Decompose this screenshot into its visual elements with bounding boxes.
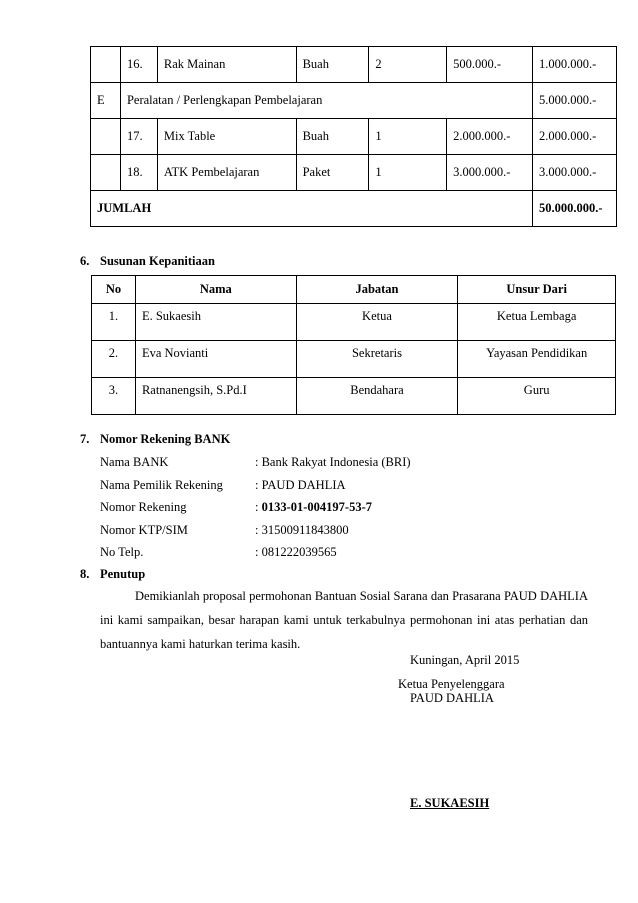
bank-field-label: No Telp. <box>100 545 144 559</box>
committee-nama: E. Sukaesih <box>135 304 296 341</box>
bank-field-label: Nomor Rekening <box>100 500 187 514</box>
committee-header-row <box>92 276 616 304</box>
item-qty: 1 <box>369 119 447 155</box>
signatory-role: Ketua Penyelenggara <box>398 677 505 691</box>
place-date: Kuningan, April 2015 <box>410 653 520 667</box>
committee-table <box>91 275 616 415</box>
item-name: ATK Pembelajaran <box>157 155 296 191</box>
header-jabatan: Jabatan <box>296 276 458 304</box>
item-unit: Paket <box>296 155 369 191</box>
committee-unsur: Ketua Lembaga <box>458 304 616 341</box>
category-code: E <box>91 83 121 119</box>
bank-field-ktp <box>100 523 349 538</box>
item-number: 17. <box>120 119 157 155</box>
item-row <box>91 155 617 191</box>
signatory-name: E. SUKAESIH <box>410 796 490 810</box>
budget-items-table <box>90 46 617 227</box>
committee-jabatan: Sekretaris <box>296 341 458 378</box>
item-number: 16. <box>120 47 157 83</box>
section-8-number: 8. <box>80 567 90 581</box>
section-6-title: Susunan Kepanitiaan <box>100 254 215 268</box>
bank-field-label: Nomor KTP/SIM <box>100 523 188 537</box>
committee-no: 3. <box>92 378 136 415</box>
bank-field-value: : Bank Rakyat Indonesia (BRI) <box>255 455 411 469</box>
item-total: 3.000.000.- <box>533 155 617 191</box>
category-total: 5.000.000.- <box>533 83 617 119</box>
committee-jabatan: Ketua <box>296 304 458 341</box>
section-6-number: 6. <box>80 254 90 268</box>
bank-field-phone <box>100 545 337 560</box>
committee-nama: Ratnanengsih, S.Pd.I <box>135 378 296 415</box>
item-total: 2.000.000.- <box>533 119 617 155</box>
committee-row <box>92 304 616 341</box>
committee-jabatan: Bendahara <box>296 378 458 415</box>
section-7-title: Nomor Rekening BANK <box>100 432 231 446</box>
bank-field-label: Nama Pemilik Rekening <box>100 478 223 492</box>
bank-field-value: 0133-01-004197-53-7 <box>261 500 373 514</box>
signatory-org: PAUD DAHLIA <box>410 691 494 705</box>
bank-field-value: : 31500911843800 <box>255 523 349 537</box>
section-7-number: 7. <box>80 432 90 446</box>
item-name: Mix Table <box>157 119 296 155</box>
jumlah-total: 50.000.000.- <box>533 191 617 227</box>
section-8-heading <box>80 567 145 582</box>
header-no: No <box>92 276 136 304</box>
item-price: 500.000.- <box>447 47 533 83</box>
item-row <box>91 119 617 155</box>
item-category-cell <box>91 47 121 83</box>
category-name: Peralatan / Perlengkapan Pembelajaran <box>120 83 532 119</box>
section-8-title: Penutup <box>100 567 146 581</box>
jumlah-row <box>91 191 617 227</box>
item-unit: Buah <box>296 119 369 155</box>
item-qty: 1 <box>369 155 447 191</box>
bank-field-value: : PAUD DAHLIA <box>255 478 346 492</box>
committee-no: 2. <box>92 341 136 378</box>
item-row <box>91 47 617 83</box>
bank-field-value: : 081222039565 <box>255 545 337 559</box>
committee-row <box>92 378 616 415</box>
header-unsur: Unsur Dari <box>458 276 616 304</box>
section-6-heading <box>80 254 215 269</box>
committee-unsur: Guru <box>458 378 616 415</box>
jumlah-label: JUMLAH <box>91 191 533 227</box>
closing-paragraph <box>100 584 588 656</box>
committee-no: 1. <box>92 304 136 341</box>
item-price: 3.000.000.- <box>447 155 533 191</box>
category-row <box>91 83 617 119</box>
committee-row <box>92 341 616 378</box>
header-nama: Nama <box>135 276 296 304</box>
bank-field-label: Nama BANK <box>100 455 169 469</box>
item-price: 2.000.000.- <box>447 119 533 155</box>
item-qty: 2 <box>369 47 447 83</box>
bank-field-owner <box>100 478 346 493</box>
closing-paragraph-text: Demikianlah proposal permohonan Bantuan Sosial Sarana dan Prasarana PAUD DAHLIA ini kami sampaikan, besar harapan kami untuk terkabulnya permohonan ini atas perhatian dan bantuannya kami haturkan terima kasih. <box>100 589 588 651</box>
item-category-cell <box>91 119 121 155</box>
committee-unsur: Yayasan Pendidikan <box>458 341 616 378</box>
bank-field-prefix: : <box>255 500 262 514</box>
committee-nama: Eva Novianti <box>135 341 296 378</box>
bank-field-account-number <box>100 500 372 515</box>
item-name: Rak Mainan <box>157 47 296 83</box>
section-7-heading <box>80 432 230 447</box>
item-number: 18. <box>120 155 157 191</box>
item-category-cell <box>91 155 121 191</box>
bank-field-name <box>100 455 411 470</box>
item-unit: Buah <box>296 47 369 83</box>
item-total: 1.000.000.- <box>533 47 617 83</box>
